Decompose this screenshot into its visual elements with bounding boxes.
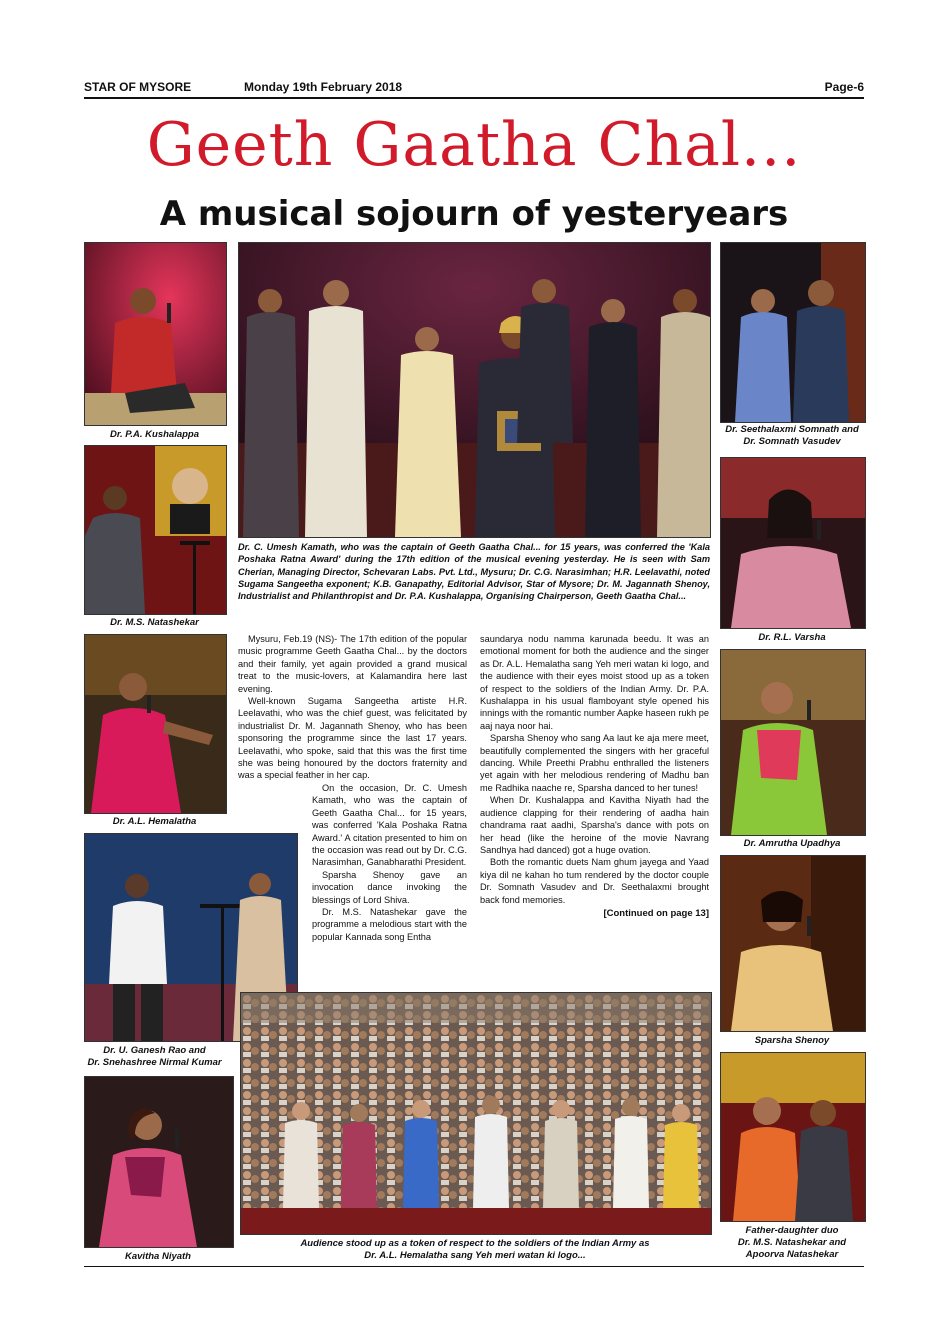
- article-column-2: [480, 633, 709, 920]
- photo-sparsha: [720, 855, 866, 1032]
- photo-audience: [240, 992, 712, 1235]
- caption-amrutha: Dr. Amrutha Upadhya: [743, 838, 841, 849]
- photo-father-daughter: [720, 1052, 866, 1222]
- photo-amrutha: [720, 649, 866, 836]
- headline: Geeth Gaatha Chal...: [146, 110, 802, 180]
- caption-line: Apoorva Natashekar: [745, 1249, 839, 1260]
- article-paragraph: When Dr. Kushalappa and Kavitha Niyath had the audience clapping for their rendering of aadha hain chandrama raat aadhi, Sparsha's dance with pots on her head (like the heroine of the movie Navrang Sandhya had danced) got a huge ovation.: [480, 795, 709, 855]
- caption-line: Dr. U. Ganesh Rao and: [103, 1045, 206, 1056]
- caption-kavitha: Kavitha Niyath: [125, 1251, 191, 1262]
- photo-kavitha: [84, 1076, 234, 1248]
- article-paragraph: saundarya nodu namma karunada beedu. It was an emotional moment for both the audience and the singer as Dr. A.L. Hemalatha sang Yeh meri watan ki logo, and the audience with their eyes moist stood up as a token of respect to the soldiers of the Indian Army. Dr. P.A. Kushalappa in his usual flamboyant style opened his innings with the romantic number Aapke haseen rukh pe aaj naya noor hai.: [480, 634, 709, 731]
- masthead-rule: [84, 97, 864, 99]
- caption-line: Dr. M.S. Natashekar and: [737, 1237, 847, 1248]
- caption-line: Dr. Somnath Vasudev: [743, 436, 841, 447]
- photo-seethalaxmi-somnath: [720, 242, 866, 423]
- caption-kushalappa: Dr. P.A. Kushalappa: [109, 429, 200, 440]
- article-column-1: [238, 633, 467, 943]
- caption-hemalatha: Dr. A.L. Hemalatha: [112, 816, 197, 827]
- photo-kushalappa: [84, 242, 227, 426]
- photo-varsha: [720, 457, 866, 629]
- caption-natashekar: Dr. M.S. Natashekar: [110, 617, 199, 628]
- article-paragraph: Sparsha Shenoy gave an invocation dance invoking the blessings of Lord Shiva.: [312, 869, 467, 905]
- caption-ganesh-snehashree: [84, 1045, 225, 1069]
- page-number: Page-6: [824, 80, 864, 94]
- continued-note: [Continued on page 13]: [603, 907, 709, 919]
- page-bottom-rule: [84, 1266, 864, 1267]
- subheadline: A musical sojourn of yesteryears: [159, 194, 789, 234]
- article-paragraph: On the occasion, Dr. C. Umesh Kamath, who was the captain of Geeth Gaatha Chal... for 15 years, was conferred 'Kala Poshaka Ratna Award.' A citation presented to him on the occasion was read out by Dr. C.G. Narasimhan, Ganabharathi President.: [312, 782, 467, 868]
- article-paragraph: Mysuru, Feb.19 (NS)- The 17th edition of the popular music programme Geeth Gaatha Chal... by the doctors and their family, yet again provided a grand musical treat to the music-lovers, at Kalamandira here last evening.: [238, 634, 467, 694]
- paper-name: STAR OF MYSORE: [84, 80, 192, 94]
- photo-hemalatha: [84, 634, 227, 814]
- caption-varsha: Dr. R.L. Varsha: [758, 632, 826, 643]
- caption-line: Dr. A.L. Hemalatha sang Yeh meri watan ki logo...: [364, 1250, 586, 1261]
- caption-line: Dr. Snehashree Nirmal Kumar: [87, 1057, 222, 1068]
- audience-photo-caption: [240, 1238, 710, 1262]
- article-paragraph: Both the romantic duets Nam ghum jayega and Yaad kiya dil ne kahan ho tum rendered by the doctor couple Dr. Somnath Vasudev and Dr. Seethalaxmi brought back fond memories.: [480, 857, 709, 905]
- caption-sparsha: Sparsha Shenoy: [754, 1035, 830, 1046]
- caption-line: Audience stood up as a token of respect to the soldiers of the Indian Army as: [300, 1238, 650, 1249]
- caption-seethalaxmi-somnath: [720, 424, 864, 448]
- caption-line: Dr. Seethalaxmi Somnath and: [725, 424, 859, 435]
- issue-date: Monday 19th February 2018: [244, 80, 403, 94]
- article-paragraph: Well-known Sugama Sangeetha artiste H.R. Leelavathi, who was the chief guest, was felicitated by industrialist Dr. M. Jagannath Shenoy, who has been sponsoring the programme since the last 17 years. Leelavathi, who spoke, said that this was the first time she was being honoured by the doctors fraternity and was a special feather in her cap.: [238, 696, 467, 781]
- main-photo-caption: Dr. C. Umesh Kamath, who was the captain of Geeth Gaatha Chal... for 15 years, was conferred the 'Kala Poshaka Ratna Award' during the 17th edition of the musical evening yesterday. He is seen with Sam Cherian, Managing Director, Schevaran Labs. Pvt. Ltd., Mysuru; Dr. C.G. Narasimhan; H.R. Leelavathi, noted Sugama Sangeetha exponent; K.B. Ganapathy, Editorial Advisor, Star of Mysore; Dr. M. Jagannath Shenoy, Industrialist and Philanthropist and Dr. P.A. Kushalappa, Organising Chairperson, Geeth Gaatha Chal...: [238, 542, 710, 602]
- masthead: [84, 80, 864, 98]
- article-paragraph: Sparsha Shenoy who sang Aa laut ke aja mere meet, beautifully complemented the singers with her graceful dancing. While Preethi Prabhu enthralled the listeners yet again with her melodious rendering of Madhu ban me Radhika naache re, Sparsha danced to her tunes!: [480, 733, 709, 793]
- article-paragraph: Dr. M.S. Natashekar gave the programme a melodious start with the popular Kannada song Entha: [312, 906, 467, 942]
- caption-father-daughter: [720, 1225, 864, 1261]
- photo-award-ceremony: [238, 242, 711, 538]
- photo-natashekar: [84, 445, 227, 615]
- caption-line: Father-daughter duo: [745, 1225, 839, 1236]
